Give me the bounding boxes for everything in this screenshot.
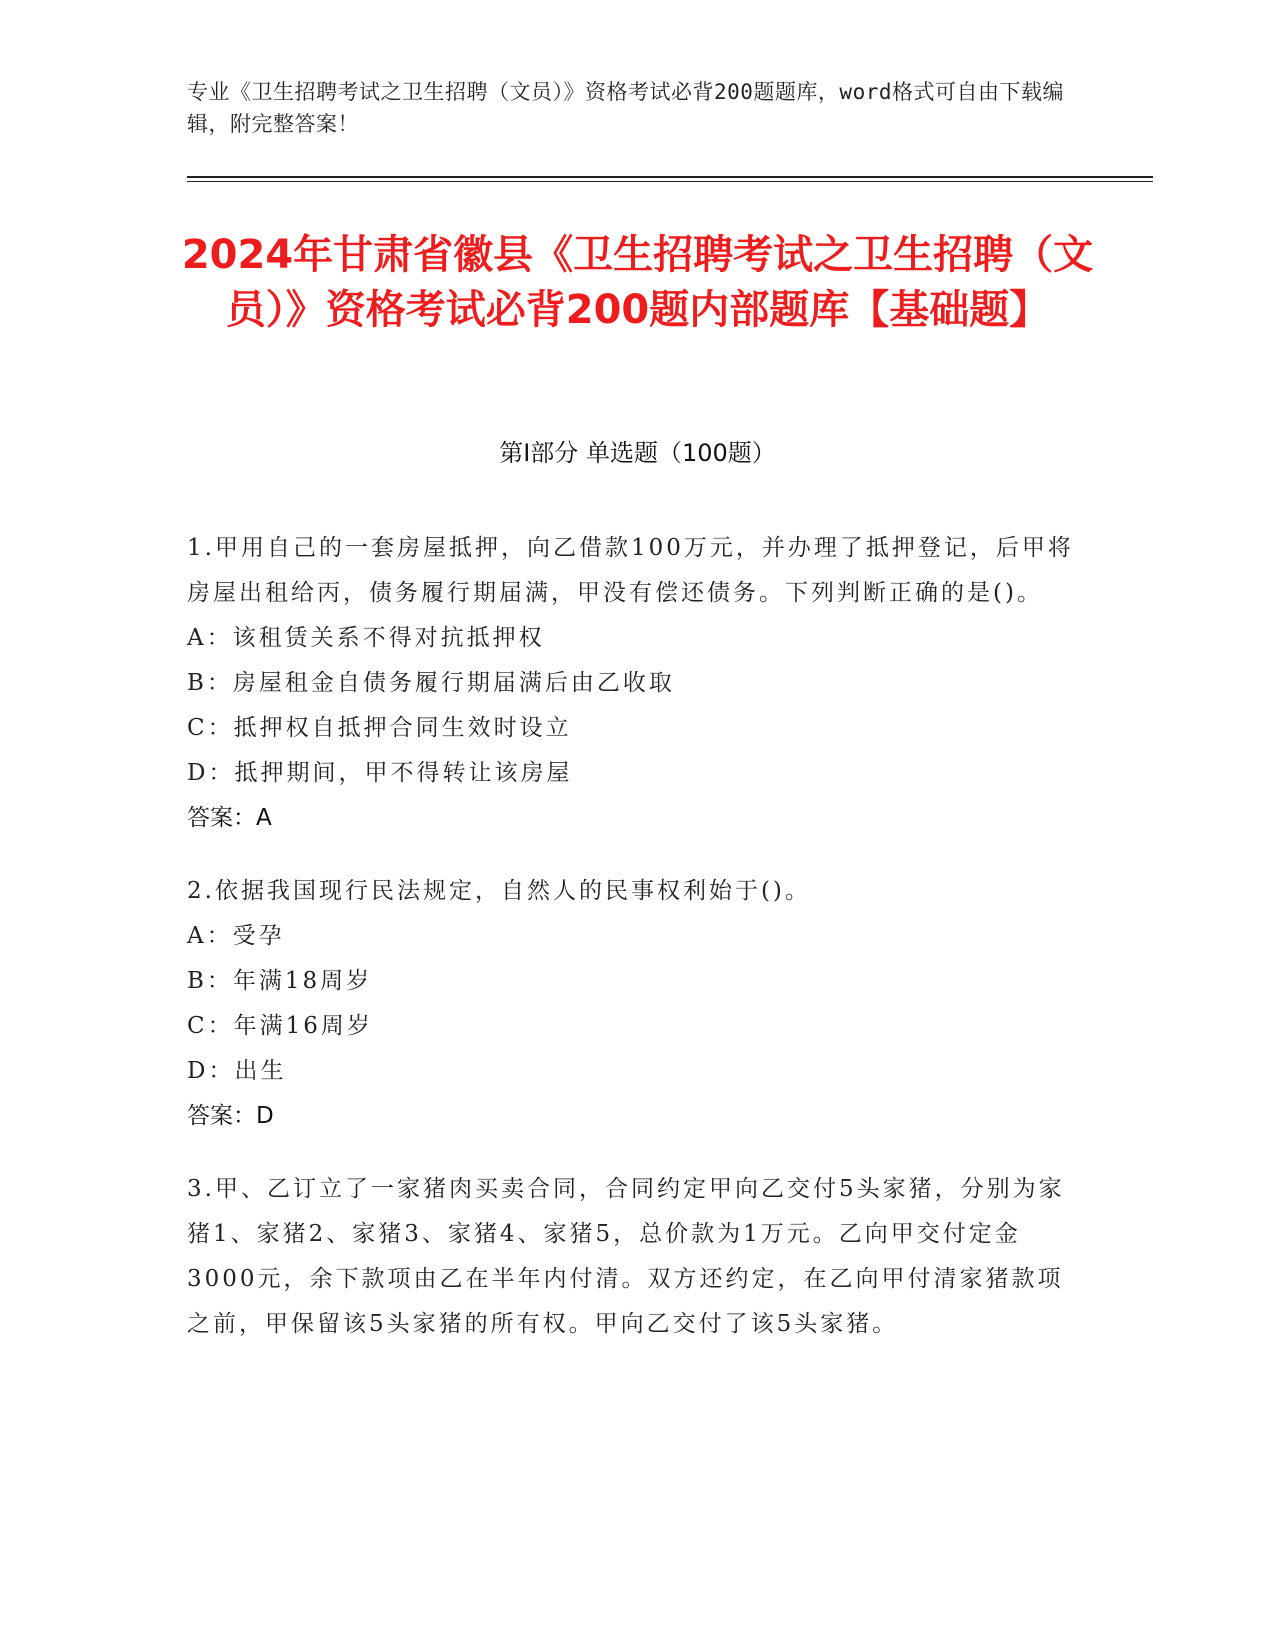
section-heading: 第Ⅰ部分 单选题（100题）: [499, 439, 776, 467]
document-title: 2024年甘肃省徽县《卫生招聘考试之卫生招聘（文员）》资格考试必背200题内部题库【基础题】: [181, 232, 1094, 333]
answer: 答案：A: [187, 805, 272, 831]
option-c: C：年满16周岁: [187, 1013, 373, 1039]
question-stem: 2.依据我国现行民法规定，自然人的民事权利始于()。: [187, 878, 811, 904]
question-2: [187, 869, 1077, 1139]
question-stem: 3.甲、乙订立了一家猪肉买卖合同，合同约定甲向乙交付5头家猪，分别为家猪1、家猪2、家猪3、家猪4、家猪5，总价款为1万元。乙向甲交付定金3000元，余下款项由乙在半年内付清。双方还约定，在乙向甲付清家猪款项之前，甲保留该5头家猪的所有权。甲向乙交付了该5头家猪。: [187, 1176, 1065, 1337]
question-1: [187, 526, 1077, 841]
option-d: D：抵押期间，甲不得转让该房屋: [187, 760, 573, 786]
option-a: A：该租赁关系不得对抗抵押权: [187, 625, 545, 651]
question-3: [187, 1167, 1077, 1347]
answer: 答案：D: [187, 1103, 274, 1129]
option-a: A：受孕: [187, 923, 285, 949]
header-note: 专业《卫生招聘考试之卫生招聘（文员）》资格考试必背200题题库，word格式可自由下载编辑，附完整答案！: [187, 80, 1064, 136]
header-divider-thick: [187, 176, 1153, 178]
option-b: B：年满18周岁: [187, 968, 373, 994]
question-stem: 1.甲用自己的一套房屋抵押，向乙借款100万元，并办理了抵押登记，后甲将房屋出租给丙，债务履行期届满，甲没有偿还债务。下列判断正确的是()。: [187, 535, 1074, 606]
option-b: B：房屋租金自债务履行期届满后由乙收取: [187, 670, 675, 696]
question-list: [187, 526, 1077, 1375]
option-d: D：出生: [187, 1058, 287, 1084]
header-divider-thin: [187, 181, 1153, 182]
option-c: C：抵押权自抵押合同生效时设立: [187, 715, 572, 741]
